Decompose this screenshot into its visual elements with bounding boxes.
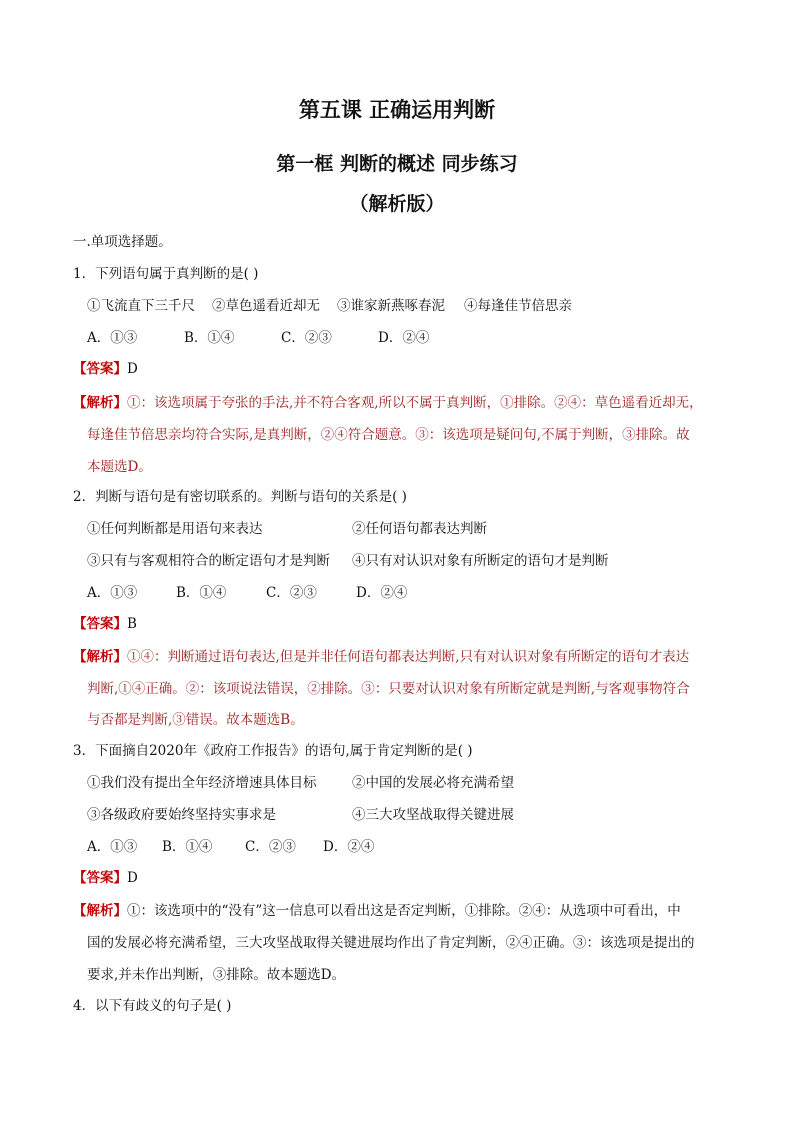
statement: ③只有与客观相符合的断定语句才是判断: [87, 553, 330, 569]
choice-a: A．①③: [87, 585, 138, 601]
statement: ②中国的发展必将充满希望: [352, 775, 514, 791]
statement: ④只有对认识对象有所断定的语句才是判断: [352, 553, 609, 569]
choice-c: C．②③: [266, 585, 317, 601]
choice-a: A．①③: [87, 330, 138, 346]
answer-value: D: [127, 870, 138, 886]
lesson-title: 第五课 正确运用判断: [298, 98, 496, 122]
analysis-text: ①④：判断通过语句表达,但是并非任何语句都表达判断,只有对认识对象有所断定的语句才表达: [127, 649, 690, 665]
answer-line: [73, 615, 137, 633]
analysis-text: 要求,并未作出判断，③排除。故本题选D。: [87, 967, 346, 983]
choice-b: B．①④: [184, 330, 235, 346]
question-stem: 1．下列语句属于真判断的是( ): [73, 266, 259, 282]
answer-value: D: [127, 361, 138, 377]
analysis-line: [73, 394, 703, 412]
statement: ②草色遥看近却无: [212, 298, 320, 314]
analysis-text: 国的发展必将充满希望，三大攻坚战取得关键进展均作出了肯定判断，②④正确。③：该选项是提出的: [87, 935, 695, 951]
analysis-label: 【解析】: [73, 903, 127, 919]
statement: ③各级政府要始终坚持实事求是: [87, 807, 276, 823]
answer-line: [73, 869, 138, 887]
answer-label: 【答案】: [73, 361, 127, 377]
choice-c: C．②③: [245, 839, 296, 855]
statement: ④每逢佳节倍思亲: [464, 298, 572, 314]
statement: ①任何判断都是用语句来表达: [87, 521, 263, 537]
statement: ②任何语句都表达判断: [352, 521, 487, 537]
choice-b: B．①④: [162, 839, 213, 855]
analysis-text: ①：该选项中的“没有”这一信息可以看出这是否定判断，①排除。②④：从选项中可看出，中: [127, 903, 681, 919]
choice-d: D．②④: [356, 585, 408, 601]
question-stem: 4．以下有歧义的句子是( ): [73, 998, 232, 1014]
section-heading: 一.单项选择题。: [73, 234, 172, 250]
choice-d: D．②④: [323, 839, 375, 855]
analysis-line: [73, 902, 681, 920]
question-stem: 2．判断与语句是有密切联系的。判断与语句的关系是( ): [73, 489, 407, 505]
answer-label: 【答案】: [73, 616, 127, 632]
analysis-label: 【解析】: [73, 649, 127, 665]
choice-c: C．②③: [281, 330, 332, 346]
statement: ①我们没有提出全年经济增速具体目标: [87, 775, 317, 791]
choice-d: D．②④: [378, 330, 430, 346]
version-label: （解析版）: [349, 193, 445, 215]
analysis-text: 与否都是判断,③错误。故本题选B。: [87, 712, 304, 728]
analysis-text: 本题选D。: [87, 459, 152, 475]
analysis-line: [73, 648, 689, 666]
choice-b: B．①④: [176, 585, 227, 601]
analysis-text: 每逢佳节倍思亲均符合实际,是真判断，②④符合题意。③：该选项是疑问句,不属于判断，③排除。故: [87, 427, 690, 443]
question-stem: 3．下面摘自2020年《政府工作报告》的语句,属于肯定判断的是( ): [73, 743, 473, 759]
analysis-text: 判断,①④正确。②：该项说法错误，②排除。③：只要对认识对象有所断定就是判断,与客观事物符合: [87, 681, 690, 697]
answer-label: 【答案】: [73, 870, 127, 886]
statement: ③谁家新燕啄春泥: [337, 298, 445, 314]
analysis-text: ①：该选项属于夸张的手法,并不符合客观,所以不属于真判断，①排除。②④：草色遥看近却无，: [127, 395, 703, 411]
answer-value: B: [127, 616, 137, 632]
section-subtitle: 第一框 判断的概述 同步练习: [276, 153, 518, 175]
analysis-label: 【解析】: [73, 395, 127, 411]
statement: ④三大攻坚战取得关键进展: [352, 807, 514, 823]
answer-line: [73, 360, 138, 378]
statement: ①飞流直下三千尺: [87, 298, 195, 314]
choice-a: A．①③: [87, 839, 138, 855]
